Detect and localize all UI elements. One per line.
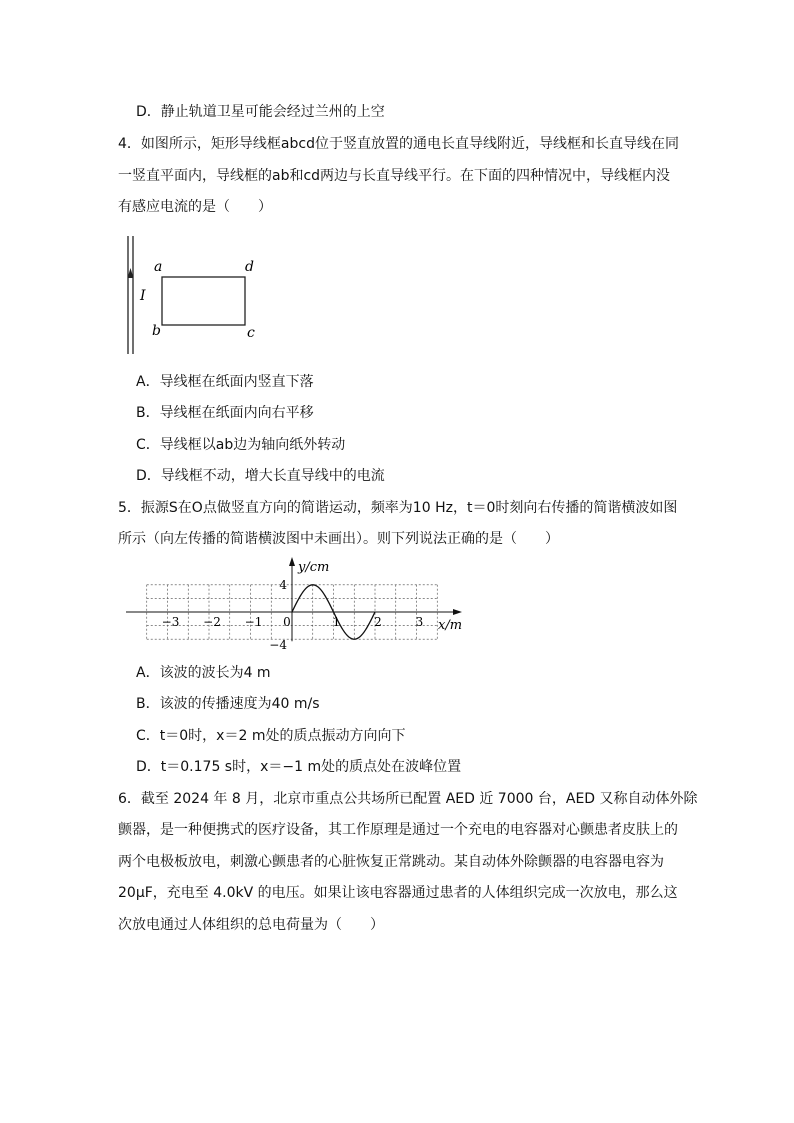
x-tick-label: 0 [283, 615, 291, 629]
x-axis-arrow [453, 609, 462, 615]
rectangular-frame [162, 277, 245, 325]
q6-stem-line1: 6．截至 2024 年 8 月，北京市重点公共场所已配置 AED 近 7000 台，AED 又称自动体外除 [118, 791, 698, 807]
q4-stem-line2: 一竖直平面内，导线框的ab和cd两边与长直导线平行。在下面的四种情况中，导线框内没 [118, 168, 671, 184]
q5-option-c: C．t＝0时，x＝2 m处的质点振动方向向下 [136, 728, 406, 744]
q5-option-b: B．该波的传播速度为40 m/s [136, 696, 320, 712]
x-axis-label: x/m [438, 618, 463, 633]
label-layer [162, 560, 462, 652]
q6-stem-line4: 20μF，充电至 4.0kV 的电压。如果让该电容器通过患者的人体组织完成一次放电，那么这 [118, 885, 678, 901]
y-tick-label: −4 [269, 638, 287, 653]
y-tick-label: 4 [279, 577, 287, 592]
q4-stem-line1: 4．如图所示，矩形导线框abcd位于竖直放置的通电长直导线附近，导线框和长直导线在同 [118, 136, 679, 152]
label-b: b [152, 323, 161, 339]
q4-figure [118, 232, 278, 357]
q6-stem-line3: 两个电极板放电，刺激心颤患者的心脏恢复正常跳动。某自动体外除颤器的电容器电容为 [118, 854, 664, 870]
q4-option-b: B．导线框在纸面内向右平移 [136, 405, 314, 421]
label-c: c [247, 325, 255, 341]
x-tick-label: 3 [415, 615, 424, 629]
q3-option-d: D．静止轨道卫星可能会经过兰州的上空 [136, 104, 385, 120]
x-tick-label: 2 [374, 615, 382, 629]
label-d: d [245, 259, 254, 275]
q4-option-a: A．导线框在纸面内竖直下落 [136, 374, 314, 390]
x-tick-label: −3 [161, 615, 180, 629]
q5-stem-line1: 5．振源S在O点做竖直方向的简谐运动，频率为10 Hz，t＝0时刻向右传播的简谐横波如图 [118, 500, 678, 516]
q4-option-c: C．导线框以ab边为轴向纸外转动 [136, 437, 346, 453]
q5-option-d: D．t＝0.175 s时，x＝−1 m处的质点处在波峰位置 [136, 759, 462, 775]
x-tick-label: −2 [203, 615, 221, 629]
label-a: a [154, 259, 163, 275]
q4-stem-line3: 有感应电流的是（ ） [118, 199, 272, 215]
wave-chart [120, 556, 480, 658]
q5-stem-line2: 所示（向左传播的简谐横波图中未画出）。则下列说法正确的是（ ） [118, 531, 559, 547]
q6-stem-line5: 次放电通过人体组织的总电荷量为（ ） [118, 917, 384, 933]
q6-stem-line2: 颤器，是一种便携式的医疗设备，其工作原理是通过一个充电的电容器对心颤患者皮肤上的 [118, 822, 678, 838]
y-axis-label: y/cm [298, 560, 330, 575]
q4-option-d: D．导线框不动，增大长直导线中的电流 [136, 468, 385, 484]
x-tick-label: −1 [244, 615, 263, 629]
label-current: I [140, 288, 146, 304]
q5-option-a: A．该波的波长为4 m [136, 665, 271, 681]
x-tick-label: 1 [332, 615, 341, 629]
y-axis-arrow [289, 557, 295, 566]
